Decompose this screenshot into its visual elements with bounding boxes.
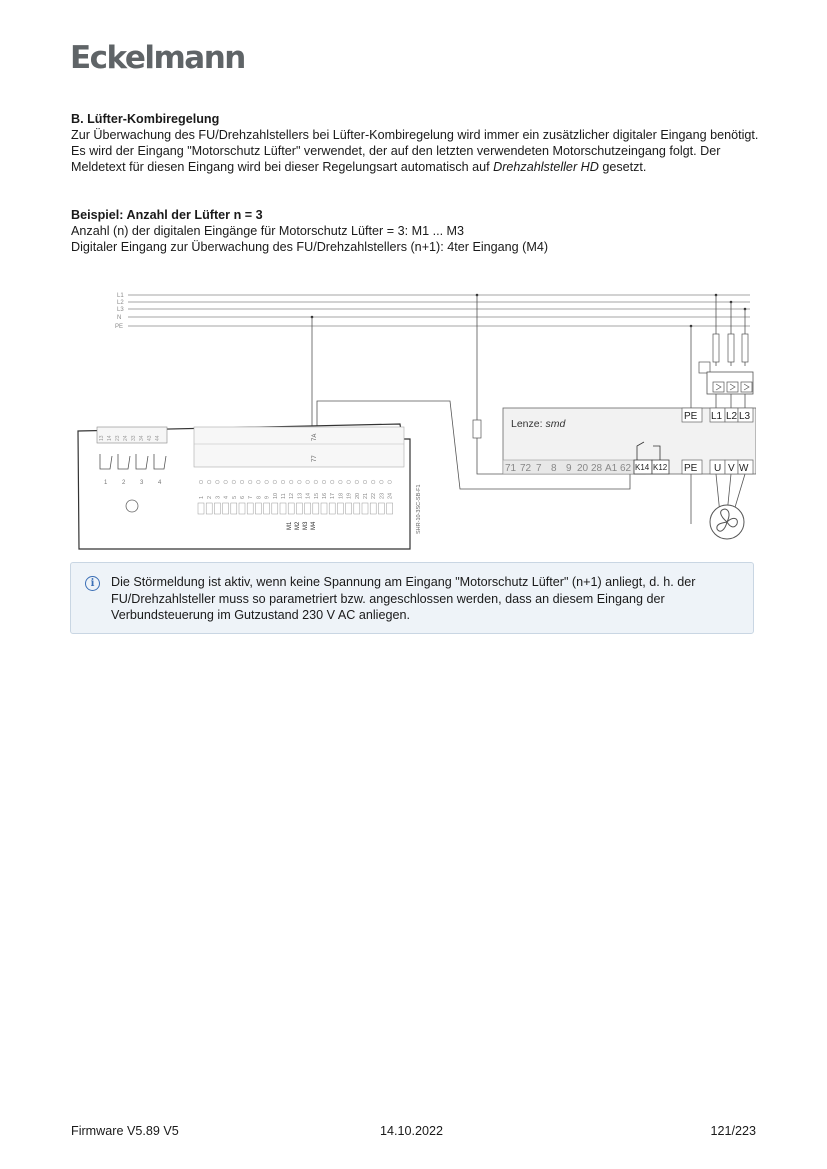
section-b-text: Zur Überwachung des FU/Drehzahlstellers bei Lüfter-Kombiregelung wird immer ein zusätzlicher digitaler Eingang benötigt. Es wird der Eingang "Motorschutz Lüfter" verwendet, der auf den letzten verwendeten Motorschutzeingang folgt. Der Meldetext für diesen Eingang wird bei dieser Regelungsart automatisch auf (71, 128, 759, 174)
svg-text:44: 44 (155, 435, 161, 441)
eckelmann-logo: Eckelmann (70, 40, 245, 76)
input-led (363, 480, 367, 484)
input-led (240, 480, 244, 484)
example-heading: Beispiel: Anzahl der Lüfter n = 3 (71, 208, 263, 222)
input-terminal (231, 503, 237, 514)
svg-text:14: 14 (107, 435, 113, 441)
wiring-diagram (70, 284, 756, 552)
input-led (380, 480, 384, 484)
bus-label-l3: L3 (117, 307, 124, 313)
slot-1: 1 (104, 480, 108, 486)
terminal-71: 71 (505, 463, 517, 474)
input-terminal (288, 503, 294, 514)
input-number: 13 (297, 492, 304, 499)
input-terminal (223, 503, 229, 514)
section-b (71, 111, 761, 175)
input-led (232, 480, 236, 484)
input-number: 9 (264, 495, 271, 499)
input-number: 11 (281, 493, 287, 499)
input-led (199, 480, 203, 484)
input-led (257, 480, 261, 484)
footer-page: 121/223 (710, 1124, 756, 1138)
controller-code: SHR-10-3SC-SB-F1 (416, 484, 422, 534)
input-led (207, 480, 211, 484)
input-number: 24 (387, 492, 394, 499)
terminal-8: 8 (551, 463, 557, 474)
input-number: 6 (240, 495, 246, 499)
input-number: 22 (371, 492, 378, 499)
input-number: 8 (256, 495, 263, 499)
terminal-v: V (728, 463, 735, 474)
input-number: 23 (379, 492, 386, 499)
info-icon: i (85, 576, 100, 591)
input-led (314, 480, 318, 484)
footer-firmware: Firmware V5.89 V5 (71, 1124, 179, 1138)
svg-text:13: 13 (99, 435, 105, 441)
section-b-italic: Drehzahlsteller HD (493, 160, 599, 174)
input-led (281, 480, 285, 484)
section-b-heading: B. Lüfter-Kombiregelung (71, 112, 220, 126)
svg-text:24: 24 (123, 435, 129, 441)
input-number: 19 (346, 492, 353, 499)
terminal-62: 62 (620, 463, 632, 474)
example-line-1: Anzahl (n) der digitalen Eingänge für Motorschutz Lüfter = 3: M1 ... M3 (71, 224, 465, 238)
input-number: 12 (289, 492, 296, 499)
input-number: 21 (363, 492, 369, 499)
svg-text:43: 43 (147, 435, 153, 441)
input-number: 10 (272, 492, 279, 499)
terminal-28: 28 (591, 463, 603, 474)
input-terminal (198, 503, 204, 514)
input-led (347, 480, 351, 484)
input-led (224, 480, 228, 484)
info-note (70, 562, 754, 634)
bus-label-pe: PE (115, 324, 124, 330)
input-number: 16 (322, 492, 328, 499)
input-terminal (337, 503, 343, 514)
input-led (306, 480, 310, 484)
section-b-tail: gesetzt. (598, 160, 647, 174)
terminal-pe-motor: PE (684, 463, 698, 474)
input-terminal (321, 503, 327, 514)
terminal-7: 7 (536, 463, 542, 474)
input-number: 3 (215, 495, 222, 499)
terminal-w: W (739, 463, 749, 474)
svg-text:33: 33 (131, 435, 137, 441)
input-terminal (354, 503, 360, 514)
input-led (355, 480, 359, 484)
input-number: 1 (199, 495, 205, 499)
input-led (216, 480, 220, 484)
input-number: 5 (231, 495, 238, 499)
input-number: 14 (305, 492, 312, 499)
input-led (371, 480, 375, 484)
terminal-l2: L2 (726, 411, 738, 422)
terminal-u: U (714, 463, 722, 474)
input-terminal (255, 503, 261, 514)
terminal-l1: L1 (711, 411, 723, 422)
input-terminal (247, 503, 253, 514)
input-terminal (272, 503, 278, 514)
input-led (265, 480, 269, 484)
footer-date: 14.10.2022 (380, 1124, 444, 1138)
motor-label-m1: M1 (287, 521, 293, 530)
terminal-pe-top: PE (684, 411, 698, 422)
input-led (330, 480, 334, 484)
input-number: 20 (354, 492, 361, 499)
input-terminal (264, 503, 270, 514)
input-terminal (378, 503, 384, 514)
input-terminal (387, 503, 393, 514)
input-led (298, 480, 302, 484)
input-terminal (346, 503, 352, 514)
input-number: 17 (330, 492, 337, 499)
input-terminal (239, 503, 245, 514)
lenze-label: Lenze: smd (511, 418, 566, 430)
input-terminal (296, 503, 302, 514)
relay-terminal-k14: K14 (635, 463, 650, 472)
svg-text:77: 77 (312, 455, 318, 462)
example-line-2: Digitaler Eingang zur Überwachung des FU/Drehzahlstellers (n+1): 4ter Eingang (M4) (71, 240, 549, 254)
bus-label-l2: L2 (117, 300, 124, 306)
terminal-20: 20 (577, 463, 589, 474)
example-section (71, 207, 761, 255)
input-led (322, 480, 326, 484)
slot-4: 4 (158, 480, 162, 486)
terminal-9: 9 (566, 463, 572, 474)
input-number: 2 (207, 495, 214, 499)
input-number: 15 (313, 492, 320, 499)
input-terminal (280, 503, 286, 514)
input-number: 4 (223, 495, 230, 499)
input-led (339, 480, 343, 484)
bus-label-n: N (117, 315, 122, 321)
input-terminal (305, 503, 311, 514)
motor-label-m4: M4 (311, 521, 317, 530)
input-led (289, 480, 293, 484)
input-terminal (313, 503, 319, 514)
terminal-l3: L3 (739, 411, 751, 422)
input-terminal (206, 503, 212, 514)
input-number: 7 (248, 495, 255, 499)
input-led (388, 480, 392, 484)
terminal-72: 72 (520, 463, 532, 474)
input-terminal (370, 503, 376, 514)
svg-text:7A: 7A (312, 433, 318, 441)
input-led (248, 480, 252, 484)
input-terminal (362, 503, 368, 514)
svg-text:23: 23 (115, 435, 121, 441)
svg-text:34: 34 (139, 435, 145, 441)
motor-label-m3: M3 (303, 521, 309, 530)
terminal-a1: A1 (605, 463, 618, 474)
motor-label-m2: M2 (295, 521, 301, 530)
info-note-text: Die Störmeldung ist aktiv, wenn keine Spannung am Eingang "Motorschutz Lüfter" (n+1) anliegt, d. h. der FU/Drehzahlsteller muss so parametriert bzw. angeschlossen werden, dass an diesem Eingang der Verbundsteuerung im Gutzustand 230 V AC anliegen. (111, 575, 696, 622)
bus-label-l1: L1 (117, 293, 124, 299)
section-b-body (71, 127, 761, 175)
input-terminal (329, 503, 335, 514)
input-led (273, 480, 277, 484)
relay-terminal-k12: K12 (653, 463, 668, 472)
slot-3: 3 (140, 480, 144, 486)
input-number: 18 (338, 492, 345, 499)
slot-2: 2 (122, 480, 126, 486)
input-terminal (214, 503, 220, 514)
